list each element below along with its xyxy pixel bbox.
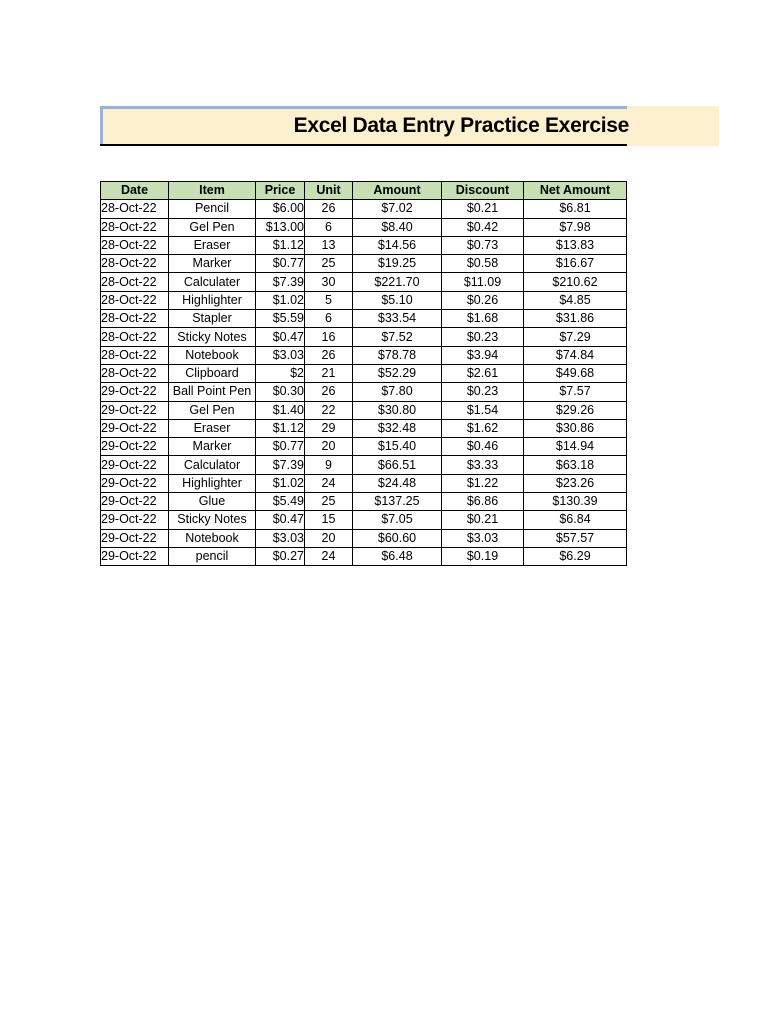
cell-discount[interactable]: $0.42 bbox=[442, 218, 524, 236]
cell-item[interactable]: Gel Pen bbox=[169, 218, 256, 236]
cell-date[interactable]: 29-Oct-22 bbox=[101, 401, 169, 419]
cell-unit[interactable]: 20 bbox=[305, 529, 353, 547]
cell-price[interactable]: $6.00 bbox=[256, 200, 305, 218]
cell-discount[interactable]: $0.23 bbox=[442, 328, 524, 346]
table-row bbox=[101, 474, 627, 492]
cell-net[interactable]: $31.86 bbox=[524, 310, 627, 328]
cell-net[interactable]: $130.39 bbox=[524, 493, 627, 511]
cell-discount[interactable]: $0.26 bbox=[442, 291, 524, 309]
cell-date[interactable]: 29-Oct-22 bbox=[101, 493, 169, 511]
cell-unit[interactable]: 15 bbox=[305, 511, 353, 529]
table-row bbox=[101, 273, 627, 291]
cell-date[interactable]: 28-Oct-22 bbox=[101, 310, 169, 328]
cell-date[interactable]: 28-Oct-22 bbox=[101, 236, 169, 254]
cell-date[interactable]: 29-Oct-22 bbox=[101, 383, 169, 401]
cell-amount[interactable]: $7.05 bbox=[353, 511, 442, 529]
table-row bbox=[101, 419, 627, 437]
table-row bbox=[101, 547, 627, 565]
table-row bbox=[101, 438, 627, 456]
cell-price[interactable]: $0.47 bbox=[256, 511, 305, 529]
cell-price[interactable]: $13.00 bbox=[256, 218, 305, 236]
cell-unit[interactable]: 20 bbox=[305, 438, 353, 456]
cell-amount[interactable]: $60.60 bbox=[353, 529, 442, 547]
cell-date[interactable]: 28-Oct-22 bbox=[101, 255, 169, 273]
cell-net[interactable]: $6.81 bbox=[524, 200, 627, 218]
cell-price[interactable]: $0.77 bbox=[256, 255, 305, 273]
table-row bbox=[101, 529, 627, 547]
column-header-item[interactable]: Item bbox=[169, 182, 256, 200]
cell-date[interactable]: 29-Oct-22 bbox=[101, 456, 169, 474]
table-row bbox=[101, 236, 627, 254]
cell-amount[interactable]: $8.40 bbox=[353, 218, 442, 236]
cell-price[interactable]: $0.30 bbox=[256, 383, 305, 401]
table-row bbox=[101, 511, 627, 529]
cell-price[interactable]: $1.12 bbox=[256, 236, 305, 254]
cell-item[interactable]: Stapler bbox=[169, 310, 256, 328]
page-title: Excel Data Entry Practice Exercise bbox=[293, 114, 629, 137]
cell-item[interactable]: Notebook bbox=[169, 529, 256, 547]
cell-amount[interactable]: $221.70 bbox=[353, 273, 442, 291]
header-row bbox=[101, 182, 627, 200]
cell-date[interactable]: 28-Oct-22 bbox=[101, 273, 169, 291]
cell-discount[interactable]: $1.62 bbox=[442, 419, 524, 437]
cell-discount[interactable]: $1.54 bbox=[442, 401, 524, 419]
cell-unit[interactable]: 24 bbox=[305, 474, 353, 492]
cell-date[interactable]: 28-Oct-22 bbox=[101, 346, 169, 364]
cell-price[interactable]: $7.39 bbox=[256, 273, 305, 291]
cell-price[interactable]: $1.02 bbox=[256, 291, 305, 309]
cell-discount[interactable]: $0.19 bbox=[442, 547, 524, 565]
cell-date[interactable]: 29-Oct-22 bbox=[101, 474, 169, 492]
cell-net[interactable]: $13.83 bbox=[524, 236, 627, 254]
table-row bbox=[101, 291, 627, 309]
cell-unit[interactable]: 13 bbox=[305, 236, 353, 254]
table-row bbox=[101, 346, 627, 364]
cell-net[interactable]: $29.26 bbox=[524, 401, 627, 419]
cell-unit[interactable]: 26 bbox=[305, 346, 353, 364]
cell-net[interactable]: $30.86 bbox=[524, 419, 627, 437]
cell-unit[interactable]: 16 bbox=[305, 328, 353, 346]
title-bottom-border bbox=[100, 144, 627, 146]
cell-amount[interactable]: $7.02 bbox=[353, 200, 442, 218]
table-row bbox=[101, 383, 627, 401]
cell-discount[interactable]: $2.61 bbox=[442, 364, 524, 382]
cell-net[interactable]: $6.84 bbox=[524, 511, 627, 529]
cell-discount[interactable]: $6.86 bbox=[442, 493, 524, 511]
cell-item[interactable]: Pencil bbox=[169, 200, 256, 218]
cell-item[interactable]: Eraser bbox=[169, 419, 256, 437]
cell-price[interactable]: $1.02 bbox=[256, 474, 305, 492]
table-row bbox=[101, 255, 627, 273]
cell-amount[interactable]: $137.25 bbox=[353, 493, 442, 511]
cell-discount[interactable]: $1.68 bbox=[442, 310, 524, 328]
cell-unit[interactable]: 30 bbox=[305, 273, 353, 291]
cell-amount[interactable]: $5.10 bbox=[353, 291, 442, 309]
cell-discount[interactable]: $1.22 bbox=[442, 474, 524, 492]
cell-amount[interactable]: $6.48 bbox=[353, 547, 442, 565]
table-row bbox=[101, 456, 627, 474]
cell-discount[interactable]: $0.46 bbox=[442, 438, 524, 456]
cell-item[interactable]: Gel Pen bbox=[169, 401, 256, 419]
cell-amount[interactable]: $7.80 bbox=[353, 383, 442, 401]
cell-price[interactable]: $0.47 bbox=[256, 328, 305, 346]
cell-date[interactable]: 28-Oct-22 bbox=[101, 218, 169, 236]
cell-net[interactable]: $210.62 bbox=[524, 273, 627, 291]
cell-unit[interactable]: 25 bbox=[305, 493, 353, 511]
cell-amount[interactable]: $14.56 bbox=[353, 236, 442, 254]
data-table bbox=[100, 181, 627, 566]
cell-price[interactable]: $0.77 bbox=[256, 438, 305, 456]
column-header-unit[interactable]: Unit bbox=[305, 182, 353, 200]
cell-price[interactable]: $3.03 bbox=[256, 346, 305, 364]
table-row bbox=[101, 218, 627, 236]
title-banner bbox=[100, 106, 719, 146]
cell-discount[interactable]: $0.21 bbox=[442, 511, 524, 529]
cell-unit[interactable]: 26 bbox=[305, 383, 353, 401]
column-header-price[interactable]: Price bbox=[256, 182, 305, 200]
cell-discount[interactable]: $0.21 bbox=[442, 200, 524, 218]
cell-item[interactable]: Calculater bbox=[169, 273, 256, 291]
table-body bbox=[101, 200, 627, 566]
cell-discount[interactable]: $0.73 bbox=[442, 236, 524, 254]
cell-amount[interactable]: $33.54 bbox=[353, 310, 442, 328]
column-header-amount[interactable]: Amount bbox=[353, 182, 442, 200]
cell-price[interactable]: $1.12 bbox=[256, 419, 305, 437]
cell-date[interactable]: 29-Oct-22 bbox=[101, 511, 169, 529]
cell-date[interactable]: 29-Oct-22 bbox=[101, 419, 169, 437]
cell-net[interactable]: $7.57 bbox=[524, 383, 627, 401]
cell-net[interactable]: $16.67 bbox=[524, 255, 627, 273]
cell-net[interactable]: $63.18 bbox=[524, 456, 627, 474]
cell-unit[interactable]: 9 bbox=[305, 456, 353, 474]
cell-discount[interactable]: $0.23 bbox=[442, 383, 524, 401]
table-row bbox=[101, 310, 627, 328]
cell-amount[interactable]: $7.52 bbox=[353, 328, 442, 346]
table-row bbox=[101, 401, 627, 419]
cell-price[interactable]: $7.39 bbox=[256, 456, 305, 474]
cell-price[interactable]: $1.40 bbox=[256, 401, 305, 419]
cell-discount[interactable]: $0.58 bbox=[442, 255, 524, 273]
cell-date[interactable]: 29-Oct-22 bbox=[101, 529, 169, 547]
cell-amount[interactable]: $52.29 bbox=[353, 364, 442, 382]
cell-unit[interactable]: 26 bbox=[305, 200, 353, 218]
cell-item[interactable]: Eraser bbox=[169, 236, 256, 254]
table-row bbox=[101, 328, 627, 346]
cell-item[interactable]: Marker bbox=[169, 255, 256, 273]
cell-unit[interactable]: 24 bbox=[305, 547, 353, 565]
cell-item[interactable]: Notebook bbox=[169, 346, 256, 364]
cell-amount[interactable]: $19.25 bbox=[353, 255, 442, 273]
cell-unit[interactable]: 21 bbox=[305, 364, 353, 382]
cell-date[interactable]: 28-Oct-22 bbox=[101, 364, 169, 382]
cell-item[interactable]: Glue bbox=[169, 493, 256, 511]
cell-price[interactable]: $5.49 bbox=[256, 493, 305, 511]
cell-unit[interactable]: 25 bbox=[305, 255, 353, 273]
cell-item[interactable]: Calculator bbox=[169, 456, 256, 474]
cell-price[interactable]: $2 bbox=[256, 364, 305, 382]
cell-price[interactable]: $3.03 bbox=[256, 529, 305, 547]
cell-item[interactable]: Marker bbox=[169, 438, 256, 456]
cell-net[interactable]: $7.98 bbox=[524, 218, 627, 236]
table-row bbox=[101, 200, 627, 218]
cell-discount[interactable]: $3.94 bbox=[442, 346, 524, 364]
cell-net[interactable]: $23.26 bbox=[524, 474, 627, 492]
cell-item[interactable]: Sticky Notes bbox=[169, 328, 256, 346]
cell-date[interactable]: 29-Oct-22 bbox=[101, 547, 169, 565]
cell-amount[interactable]: $15.40 bbox=[353, 438, 442, 456]
cell-unit[interactable]: 6 bbox=[305, 310, 353, 328]
cell-net[interactable]: $14.94 bbox=[524, 438, 627, 456]
cell-discount[interactable]: $3.33 bbox=[442, 456, 524, 474]
cell-date[interactable]: 29-Oct-22 bbox=[101, 438, 169, 456]
cell-net[interactable]: $7.29 bbox=[524, 328, 627, 346]
cell-amount[interactable]: $24.48 bbox=[353, 474, 442, 492]
column-header-net[interactable]: Net Amount bbox=[524, 182, 627, 200]
cell-amount[interactable]: $30.80 bbox=[353, 401, 442, 419]
cell-net[interactable]: $74.84 bbox=[524, 346, 627, 364]
cell-unit[interactable]: 5 bbox=[305, 291, 353, 309]
column-header-discount[interactable]: Discount bbox=[442, 182, 524, 200]
cell-net[interactable]: $49.68 bbox=[524, 364, 627, 382]
cell-price[interactable]: $0.27 bbox=[256, 547, 305, 565]
cell-item[interactable]: Sticky Notes bbox=[169, 511, 256, 529]
column-header-date[interactable]: Date bbox=[101, 182, 169, 200]
cell-amount[interactable]: $78.78 bbox=[353, 346, 442, 364]
cell-item[interactable]: Ball Point Pen bbox=[169, 383, 256, 401]
cell-amount[interactable]: $66.51 bbox=[353, 456, 442, 474]
title-top-border bbox=[100, 106, 627, 109]
cell-discount[interactable]: $3.03 bbox=[442, 529, 524, 547]
cell-date[interactable]: 28-Oct-22 bbox=[101, 291, 169, 309]
cell-item[interactable]: Highlighter bbox=[169, 474, 256, 492]
cell-net[interactable]: $4.85 bbox=[524, 291, 627, 309]
cell-net[interactable]: $6.29 bbox=[524, 547, 627, 565]
cell-unit[interactable]: 29 bbox=[305, 419, 353, 437]
cell-unit[interactable]: 22 bbox=[305, 401, 353, 419]
cell-amount[interactable]: $32.48 bbox=[353, 419, 442, 437]
cell-item[interactable]: Clipboard bbox=[169, 364, 256, 382]
cell-item[interactable]: Highlighter bbox=[169, 291, 256, 309]
cell-unit[interactable]: 6 bbox=[305, 218, 353, 236]
cell-item[interactable]: pencil bbox=[169, 547, 256, 565]
cell-net[interactable]: $57.57 bbox=[524, 529, 627, 547]
cell-date[interactable]: 28-Oct-22 bbox=[101, 200, 169, 218]
title-left-border bbox=[100, 106, 103, 144]
cell-price[interactable]: $5.59 bbox=[256, 310, 305, 328]
table-row bbox=[101, 493, 627, 511]
cell-discount[interactable]: $11.09 bbox=[442, 273, 524, 291]
table-row bbox=[101, 364, 627, 382]
cell-date[interactable]: 28-Oct-22 bbox=[101, 328, 169, 346]
